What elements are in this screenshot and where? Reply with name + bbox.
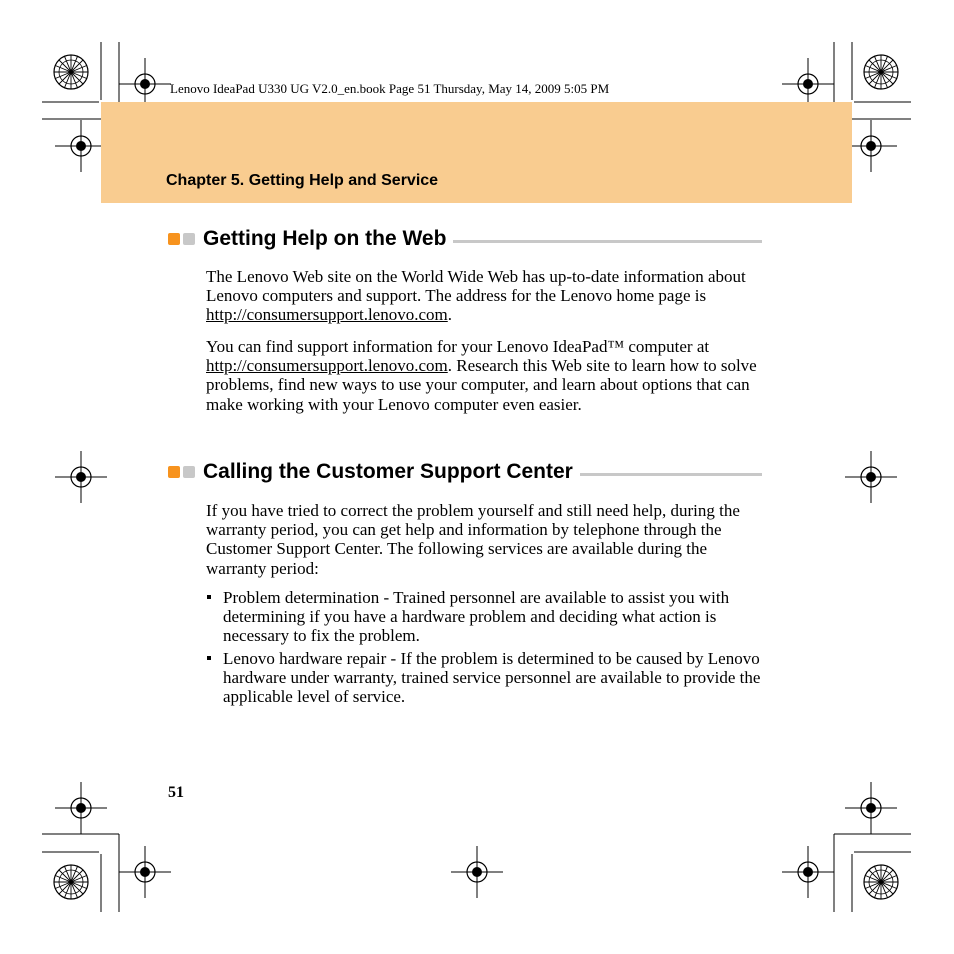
- gray-square-icon: [183, 233, 195, 245]
- section-heading-web: [168, 224, 762, 254]
- book-slug: Lenovo IdeaPad U330 UG V2.0_en.book Page 51 Thursday, May 14, 2009 5:05 PM: [170, 81, 610, 96]
- gray-square-icon: [183, 466, 195, 478]
- heading-rule: [580, 473, 762, 476]
- web-paragraph-1: [206, 267, 766, 325]
- list-item: [206, 649, 766, 707]
- paragraph-text: .: [447, 305, 452, 325]
- bullet-icon: [207, 656, 211, 660]
- chapter-title: Chapter 5. Getting Help and Service: [166, 172, 439, 189]
- heading-rule: [453, 240, 762, 243]
- web-paragraph-2: [206, 337, 766, 414]
- page-number: 51: [168, 784, 184, 801]
- section-title: Calling the Customer Support Center: [203, 460, 573, 483]
- heading-squares-icon: [168, 233, 195, 245]
- paragraph-text: You can find support information for your Lenovo IdeaPad™ computer at: [206, 337, 710, 356]
- section-heading-support-center: [168, 457, 762, 487]
- list-item: [206, 588, 766, 646]
- paragraph-text: . Research this Web site to learn how to solve problems, find new ways to use your computer, and learn about options that can make working with your Lenovo computer even easier.: [206, 356, 757, 414]
- orange-square-icon: [168, 466, 180, 478]
- bullet-icon: [207, 595, 211, 599]
- section-title: Getting Help on the Web: [203, 227, 447, 250]
- list-item-text: Problem determination - Trained personnel are available to assist you with determining if you have a hardware problem and deciding what action is necessary to fix the problem.: [223, 588, 730, 646]
- orange-square-icon: [168, 233, 180, 245]
- support-link[interactable]: http://consumersupport.lenovo.com: [206, 305, 448, 325]
- paragraph-text: The Lenovo Web site on the World Wide Web has up-to-date information about Lenovo computers and support. The address for the Lenovo home page is: [206, 267, 746, 306]
- support-link[interactable]: http://consumersupport.lenovo.com: [206, 356, 448, 376]
- services-list: [206, 588, 766, 709]
- support-paragraph: If you have tried to correct the problem yourself and still need help, during the warranty period, you can get help and information by telephone through the Customer Support Center. The following services are available during the warranty period:: [206, 501, 740, 578]
- heading-squares-icon: [168, 466, 195, 478]
- list-item-text: Lenovo hardware repair - If the problem is determined to be caused by Lenovo hardware under warranty, trained service personnel are available to provide the applicable level of service.: [223, 648, 761, 707]
